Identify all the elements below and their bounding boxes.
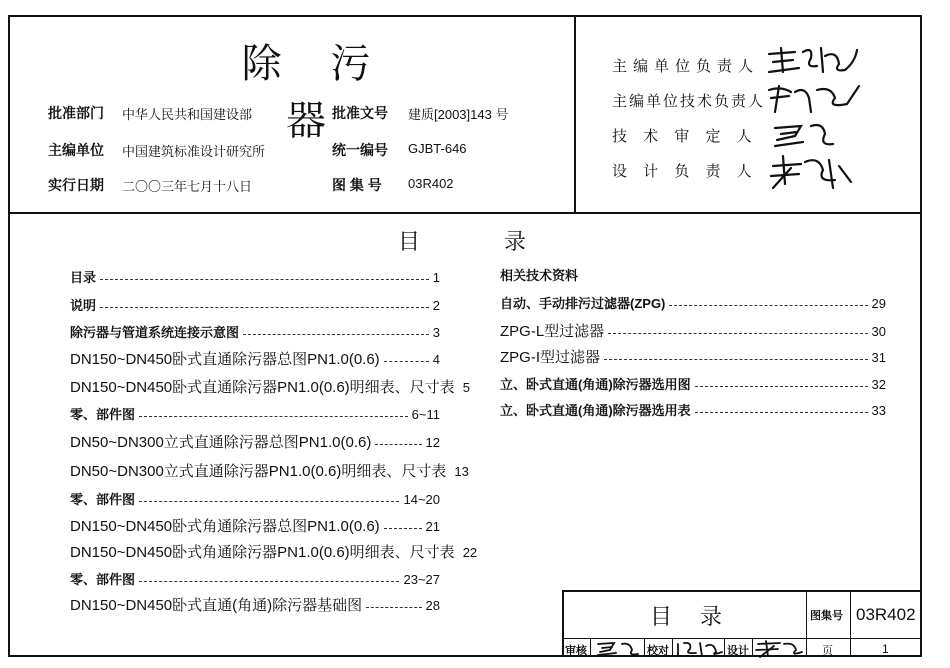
toc-leader-dots — [608, 333, 867, 334]
sig-role-reviewer: 技 术 审 定 人 — [612, 128, 758, 145]
toc-entry-label: DN50~DN300立式直通除污器总图PN1.0(0.6) — [70, 434, 372, 451]
toc-leader-dots — [695, 412, 868, 413]
title-block-signatures — [594, 640, 804, 658]
title-block-sep-1 — [590, 638, 591, 657]
toc-leader-dots — [100, 279, 429, 280]
unified-no-label: 统一编号 — [332, 142, 388, 158]
toc-leader-dots — [139, 581, 399, 582]
toc-related-entry — [500, 346, 886, 367]
unified-no: GJBT-646 — [408, 141, 467, 156]
atlas-no: 03R402 — [408, 176, 454, 191]
toc-entry-label: DN50~DN300立式直通除污器PN1.0(0.6)明细表、尺寸表 — [70, 463, 447, 480]
toc-entry-label: 目录 — [70, 270, 97, 285]
toc-entry-page: 12 — [425, 435, 440, 450]
toc-related-entry — [500, 293, 886, 312]
document-title: 除 污 器 — [241, 41, 389, 144]
toc-entry-label: DN150~DN450卧式角通除污器总图PN1.0(0.6) — [70, 518, 380, 535]
effective-date-label: 实行日期 — [48, 177, 104, 193]
toc-leader-dots — [100, 307, 429, 308]
sig-role-design-chief: 设 计 负 责 人 — [612, 163, 758, 180]
atlas-label: 图集号 — [810, 610, 843, 622]
toc-entry-page: 21 — [425, 519, 440, 534]
page-number: 1 — [882, 642, 889, 656]
toc-leader-dots — [384, 528, 422, 529]
approval-dept-label: 批准部门 — [48, 105, 104, 121]
toc-leader-dots — [384, 361, 429, 362]
toc-entry-label: DN150~DN450卧式直通除污器PN1.0(0.6)明细表、尺寸表 — [70, 379, 455, 396]
editor-unit: 中国建筑标准设计研究所 — [122, 144, 266, 159]
toc-entry — [70, 267, 440, 286]
effective-date: 二〇〇三年七月十八日 — [122, 179, 253, 194]
check-label: 校对 — [647, 645, 669, 657]
toc-entry-page: 33 — [871, 403, 886, 418]
toc-leader-dots — [139, 416, 408, 417]
toc-entry — [70, 541, 478, 562]
toc-leader-dots — [243, 334, 429, 335]
toc-entry — [70, 460, 469, 481]
toc-entry-page: 3 — [432, 325, 440, 340]
toc-entry-page: 4 — [432, 352, 440, 367]
sig-role-chief-editor: 主编单位负责人 — [612, 58, 760, 75]
toc-entry — [70, 376, 470, 397]
toc-entry — [70, 295, 440, 314]
sig-role-tech-chief: 主编单位技术负责人 — [612, 93, 766, 110]
toc-entry-page: 22 — [462, 545, 478, 560]
toc-entry-label: 说明 — [70, 298, 97, 313]
toc-entry-label: DN150~DN450卧式直通除污器总图PN1.0(0.6) — [70, 351, 380, 368]
title-block-vline-2 — [850, 590, 851, 657]
toc-entry-label: 立、卧式直通(角通)除污器选用图 — [500, 377, 691, 392]
toc-entry — [70, 348, 440, 369]
toc-title-char-1: 目 — [398, 230, 421, 255]
toc-entry-label: 零、部件图 — [70, 407, 136, 422]
toc-entry-page: 6~11 — [411, 407, 440, 422]
toc-entry-label: DN150~DN450卧式直通(角通)除污器基础图 — [70, 597, 363, 614]
toc-entry-label: 除污器与管道系统连接示意图 — [70, 325, 240, 340]
toc-related-entry — [500, 320, 886, 341]
toc-entry — [70, 322, 440, 341]
title-block-divider — [562, 638, 922, 639]
approval-dept: 中华人民共和国建设部 — [122, 107, 253, 122]
toc-entry-page: 14~20 — [403, 492, 440, 507]
toc-entry-label: 自动、手动排污过滤器(ZPG) — [500, 296, 666, 311]
atlas-no-label: 图 集 号 — [332, 177, 382, 193]
toc-entry-label: 立、卧式直通(角通)除污器选用表 — [500, 403, 691, 418]
toc-entry-label: 零、部件图 — [70, 492, 136, 507]
toc-entry-page: 2 — [432, 298, 440, 313]
signature-divider — [574, 15, 576, 213]
toc-entry-label: ZPG-L型过滤器 — [500, 323, 605, 340]
toc-leader-dots — [375, 444, 421, 445]
toc-entry — [70, 569, 440, 588]
title-block-title: 目录 — [650, 605, 751, 630]
toc-related-entry — [500, 400, 886, 419]
approval-doc: 建质[2003]143 号 — [408, 107, 509, 122]
toc-entry-page: 28 — [425, 598, 440, 613]
toc-entry-page: 1 — [432, 270, 440, 285]
handwritten-signatures — [765, 42, 865, 192]
toc-entry-page: 32 — [871, 377, 886, 392]
toc-leader-dots — [604, 359, 868, 360]
toc-leader-dots — [669, 305, 867, 306]
toc-related-entry — [500, 374, 886, 393]
toc-entry — [70, 594, 440, 615]
related-heading: 相关技术资料 — [500, 268, 579, 283]
editor-unit-label: 主编单位 — [48, 142, 104, 158]
title-block-vline-1 — [806, 590, 807, 657]
toc-entry-page: 31 — [871, 350, 886, 365]
review-label: 审核 — [565, 645, 587, 657]
page-label: 页 — [822, 645, 833, 657]
toc-entry-page: 23~27 — [403, 572, 440, 587]
toc-entry — [70, 431, 440, 452]
header-divider — [8, 212, 922, 214]
toc-entry-label: ZPG-I型过滤器 — [500, 349, 600, 366]
toc-entry-label: DN150~DN450卧式角通除污器PN1.0(0.6)明细表、尺寸表 — [70, 544, 455, 561]
toc-entry — [70, 404, 440, 423]
toc-entry-label: 零、部件图 — [70, 572, 136, 587]
toc-entry — [70, 515, 440, 536]
toc-leader-dots — [139, 501, 399, 502]
toc-leader-dots — [695, 386, 868, 387]
approval-doc-label: 批准文号 — [332, 105, 388, 121]
toc-entry-page: 29 — [871, 296, 886, 311]
title-block-atlas-no: 03R402 — [856, 605, 916, 624]
design-label: 设计 — [727, 645, 749, 657]
toc-title — [398, 225, 526, 256]
toc-title-char-2: 录 — [504, 230, 527, 255]
toc-entry-page: 30 — [871, 324, 886, 339]
toc-entry-page: 13 — [454, 464, 469, 479]
toc-entry — [70, 489, 440, 508]
toc-entry-page: 5 — [462, 380, 470, 395]
toc-leader-dots — [366, 607, 421, 608]
